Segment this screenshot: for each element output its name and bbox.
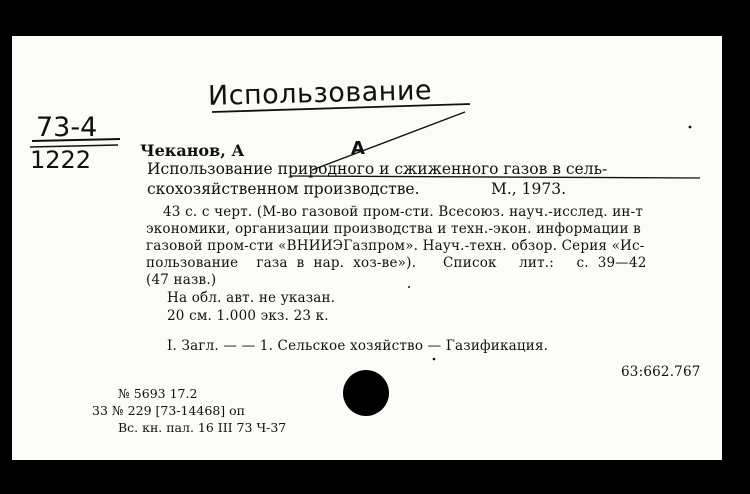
shelfmark-top: 73-4: [36, 112, 98, 143]
description-line: экономики, организации производства и техн.-экон. информации в: [146, 221, 641, 237]
description-line: 43 с. с черт. (М-во газовой пром-сти. Всесоюз. науч.-исслед. ин-т: [163, 204, 644, 220]
card-punch-hole: [343, 370, 389, 416]
title-line-1: Использование природного и сжиженного газов в сель-: [147, 160, 608, 178]
insert-letter: А: [351, 138, 365, 159]
footer-line-1: № 5693 17.2: [118, 386, 198, 401]
note-size-copies-price: 20 см. 1.000 экз. 23 к.: [167, 308, 329, 324]
title-line-2: скохозяйственном производстве.: [147, 180, 420, 198]
note-author: На обл. авт. не указан.: [167, 290, 336, 306]
tracings: I. Загл. — — 1. Сельское хозяйство — Газификация.: [167, 338, 549, 354]
shelfmark-bottom: 1222: [30, 146, 92, 174]
imprint: М., 1973.: [491, 180, 567, 198]
description-line: газовой пром-сти «ВНИИЭГазпром». Науч.-техн. обзор. Серия «Ис-: [146, 238, 645, 254]
description-line: (47 назв.): [146, 272, 217, 288]
footer-line-2: 33 № 229 [73-14468] оп: [92, 403, 245, 418]
author-name: Чеканов, А: [140, 141, 245, 160]
classification-number: 63:662.767: [621, 364, 701, 380]
description-line: пользование газа в нар. хоз-ве»). Список лит.: с. 39—42: [146, 255, 647, 271]
footer-line-3: Вс. кн. пал. 16 III 73 Ч-37: [118, 420, 287, 435]
handwritten-heading: Использование: [207, 75, 433, 112]
